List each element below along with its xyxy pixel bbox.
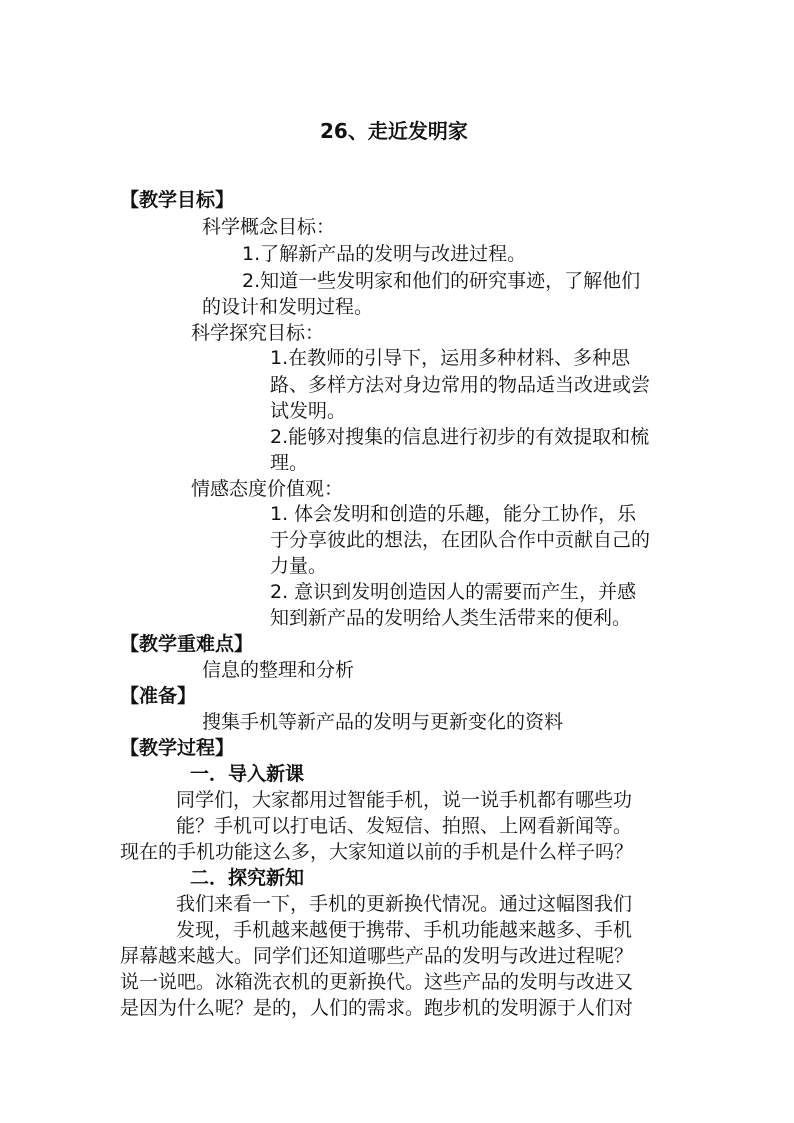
- science-inquiry-line-2: 路、多样方法对身边常用的物品适当改进或尝: [270, 374, 651, 396]
- section-heading-teaching-goals: 【教学目标】: [120, 189, 235, 211]
- science-inquiry-line-3: 试发明。: [270, 400, 347, 422]
- science-inquiry-line-4: 2.能够对搜集的信息进行初步的有效提取和梳: [270, 426, 650, 448]
- process-part-2-line-1: 我们来看一下，手机的更新换代情况。通过这幅图我们: [176, 893, 633, 915]
- process-part-2-line-2: 发现，手机越来越便于携带、手机功能越来越多、手机: [176, 919, 633, 941]
- section-heading-key-points: 【教学重难点】: [120, 633, 254, 655]
- process-part-2-line-5: 是因为什么呢？是的，人们的需求。跑步机的发明源于人们对: [120, 997, 634, 1019]
- attitude-line-2: 于分享彼此的想法，在团队合作中贡献自己的: [270, 529, 651, 551]
- science-inquiry-label: 科学探究目标：: [191, 322, 325, 344]
- science-inquiry-line-1: 1.在教师的引导下，运用多种材料、多种思: [270, 347, 631, 369]
- attitude-line-3: 力量。: [270, 555, 328, 577]
- process-part-1-line-1: 同学们，大家都用过智能手机，说一说手机都有哪些功: [176, 789, 633, 811]
- process-part-1-line-2: 能？手机可以打电话、发短信、拍照、上网看新闻等。: [176, 815, 633, 837]
- preparation-text: 搜集手机等新产品的发明与更新变化的资料: [202, 711, 564, 733]
- science-concept-line-1: 1.了解新产品的发明与改进过程。: [242, 243, 527, 265]
- process-part-1-line-3: 现在的手机功能这么多，大家知道以前的手机是什么样子吗？: [120, 841, 634, 863]
- science-concept-line-3: 的设计和发明过程。: [202, 296, 374, 318]
- document-title: 26、走近发明家: [320, 119, 468, 143]
- section-heading-process: 【教学过程】: [120, 737, 235, 759]
- section-heading-preparation: 【准备】: [120, 685, 197, 707]
- key-points-text: 信息的整理和分析: [202, 659, 355, 681]
- attitude-line-4: 2. 意识到发明创造因人的需要而产生，并感: [270, 581, 637, 603]
- science-concept-line-2: 2.知道一些发明家和他们的研究事迹，了解他们: [242, 270, 641, 292]
- process-part-1-title: 一．导入新课: [190, 763, 305, 785]
- science-concept-label: 科学概念目标：: [202, 216, 336, 238]
- attitude-label: 情感态度价值观：: [191, 478, 344, 500]
- process-part-2-line-4: 说一说吧。冰箱洗衣机的更新换代。这些产品的发明与改进又: [120, 971, 634, 993]
- science-inquiry-line-5: 理。: [270, 452, 309, 474]
- process-part-2-line-3: 屏幕越来越大。同学们还知道哪些产品的发明与改进过程呢？: [120, 945, 634, 967]
- process-part-2-title: 二．探究新知: [190, 867, 305, 889]
- attitude-line-1: 1. 体会发明和创造的乐趣，能分工协作，乐: [270, 503, 637, 525]
- attitude-line-5: 知到新产品的发明给人类生活带来的便利。: [270, 607, 632, 629]
